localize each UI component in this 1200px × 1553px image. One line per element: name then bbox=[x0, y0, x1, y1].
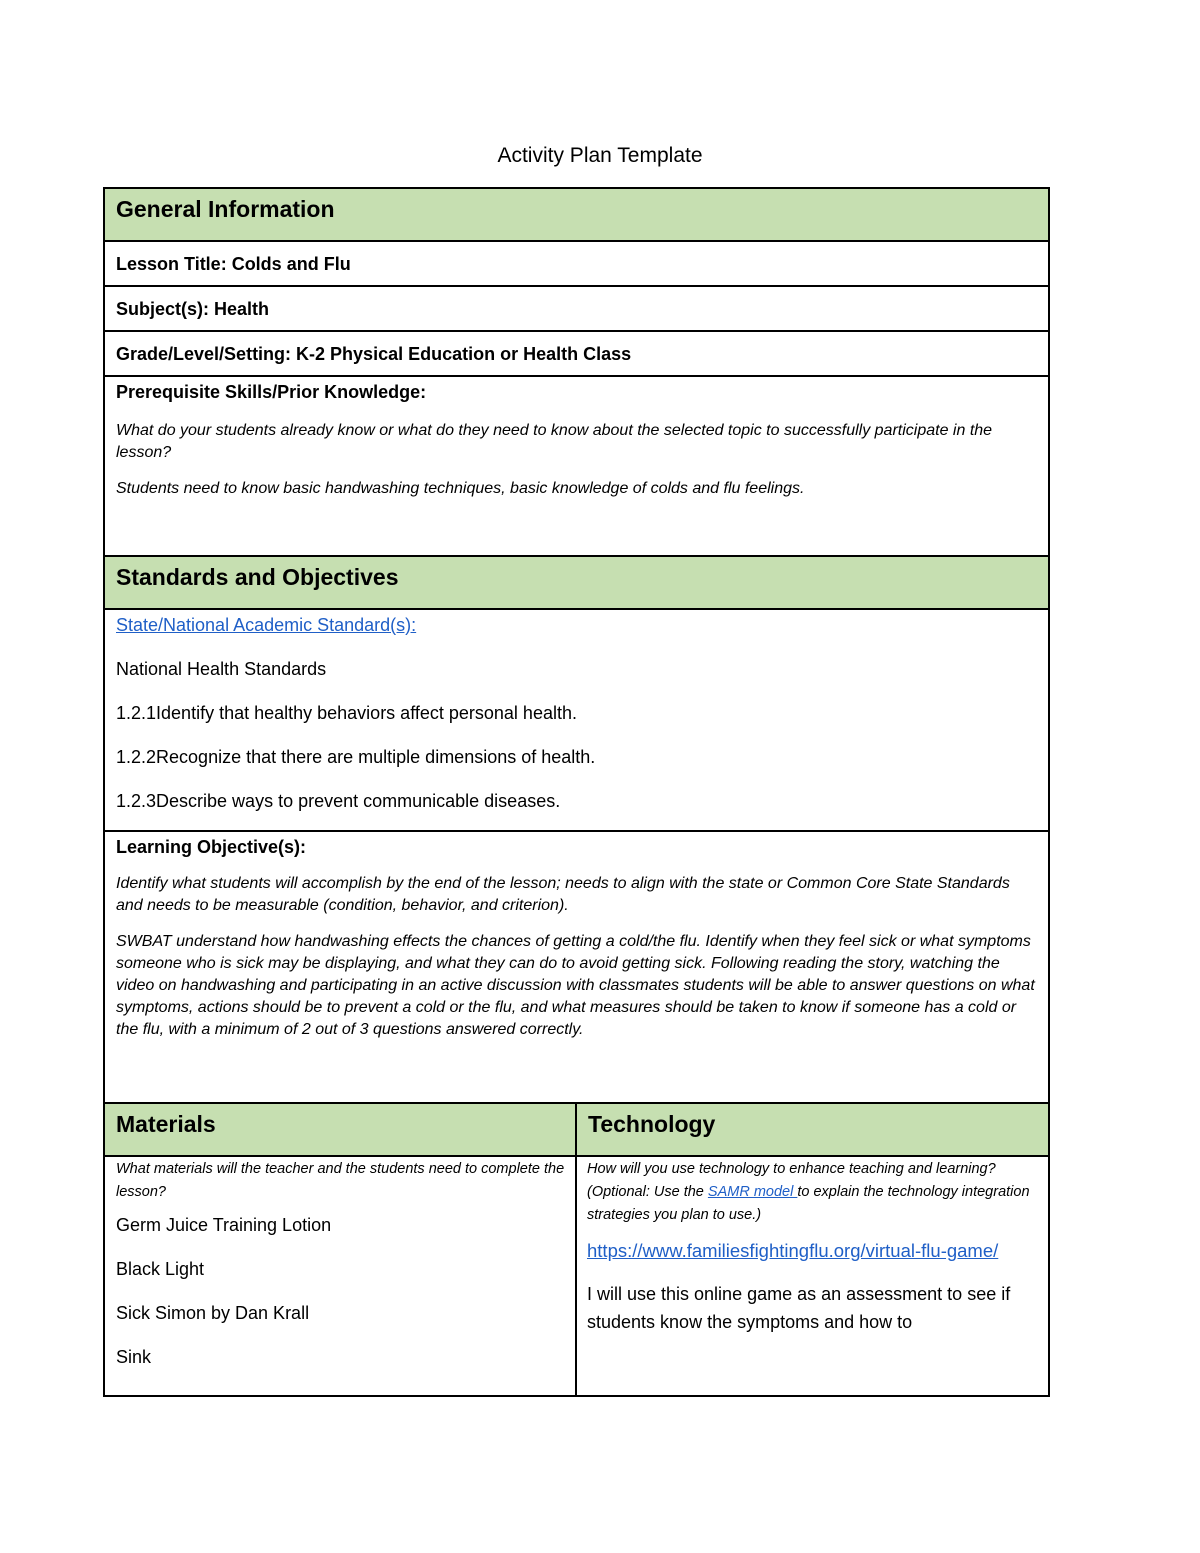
prereq-cell bbox=[104, 376, 1049, 556]
subjects-row bbox=[104, 286, 1049, 331]
samr-model-link[interactable]: SAMR model bbox=[707, 1184, 798, 1200]
activity-plan-table bbox=[103, 187, 1050, 1397]
materials-technology-row bbox=[104, 1156, 1049, 1396]
standards-row bbox=[104, 609, 1049, 831]
standard-item: 1.2.3Describe ways to prevent communicable diseases. bbox=[116, 791, 561, 811]
materials-technology-header-row bbox=[104, 1103, 1049, 1156]
prereq-answer: Students need to know basic handwashing techniques, basic knowledge of colds and flu feelings. bbox=[116, 480, 805, 497]
document-title: Activity Plan Template bbox=[497, 144, 703, 167]
materials-prompt: What materials will the teacher and the students need to complete the lesson? bbox=[116, 1161, 565, 1200]
material-item: Black Light bbox=[116, 1259, 205, 1279]
general-info-header-row bbox=[104, 188, 1049, 241]
objective-label: Learning Objective(s): bbox=[116, 837, 307, 857]
material-item: Sick Simon by Dan Krall bbox=[116, 1303, 310, 1323]
standards-link[interactable]: State/National Academic Standard(s): bbox=[116, 615, 417, 635]
technology-heading: Technology bbox=[576, 1103, 1049, 1156]
grade-row bbox=[104, 331, 1049, 376]
lesson-title-row bbox=[104, 241, 1049, 286]
objectives-cell bbox=[104, 831, 1049, 1103]
general-info-heading: General Information bbox=[104, 188, 1049, 241]
grade-level-setting: Grade/Level/Setting: K-2 Physical Education or Health Class bbox=[104, 331, 1049, 376]
prereq-label: Prerequisite Skills/Prior Knowledge: bbox=[116, 382, 427, 402]
material-item: Sink bbox=[116, 1347, 152, 1367]
technology-cell bbox=[576, 1156, 1049, 1396]
lesson-title: Lesson Title: Colds and Flu bbox=[104, 241, 1049, 286]
flu-game-link[interactable]: https://www.familiesfightingflu.org/virtual-flu-game/ bbox=[587, 1240, 999, 1261]
standards-cell bbox=[104, 609, 1049, 831]
standard-item: 1.2.1Identify that healthy behaviors affect personal health. bbox=[116, 703, 577, 723]
standard-item: 1.2.2Recognize that there are multiple dimensions of health. bbox=[116, 747, 596, 767]
technology-prompt-text-end: to explain the technology integration strategies you plan to use.) bbox=[587, 1184, 1030, 1223]
objective-prompt: Identify what students will accomplish by the end of the lesson; needs to align with the state or Common Core State Standards and needs to be measurable (condition, behavior, and criterion). bbox=[116, 875, 1010, 914]
technology-prompt bbox=[587, 1158, 1038, 1227]
standards-name: National Health Standards bbox=[116, 659, 327, 679]
standards-heading: Standards and Objectives bbox=[104, 556, 1049, 609]
technology-prompt-text: How will you use technology to enhance teaching and learning? (Optional: Use the bbox=[587, 1161, 996, 1200]
materials-cell bbox=[104, 1156, 576, 1396]
prereq-prompt: What do your students already know or what do they need to know about the selected topic to successfully participate in the lesson? bbox=[116, 422, 993, 461]
prereq-row bbox=[104, 376, 1049, 556]
subjects: Subject(s): Health bbox=[104, 286, 1049, 331]
objectives-row bbox=[104, 831, 1049, 1103]
standards-header-row bbox=[104, 556, 1049, 609]
materials-heading: Materials bbox=[104, 1103, 576, 1156]
technology-description: I will use this online game as an assessment to see if students know the symptoms and how to bbox=[587, 1284, 1011, 1332]
material-item: Germ Juice Training Lotion bbox=[116, 1215, 332, 1235]
objective-answer: SWBAT understand how handwashing effects the chances of getting a cold/the flu. Identify when they feel sick or what symptoms someone who is sick may be displaying, and what they can do to avoid getting sick. Following reading the story, watching the video on handwashing and participating in an active discussion with classmates students will be able to answer questions on what symptoms, actions should be to prevent a cold or the flu, and what measures should be taken to know if someone has a cold or the flu, with a minimum of 2 out of 3 questions answered correctly. bbox=[116, 933, 1035, 1038]
